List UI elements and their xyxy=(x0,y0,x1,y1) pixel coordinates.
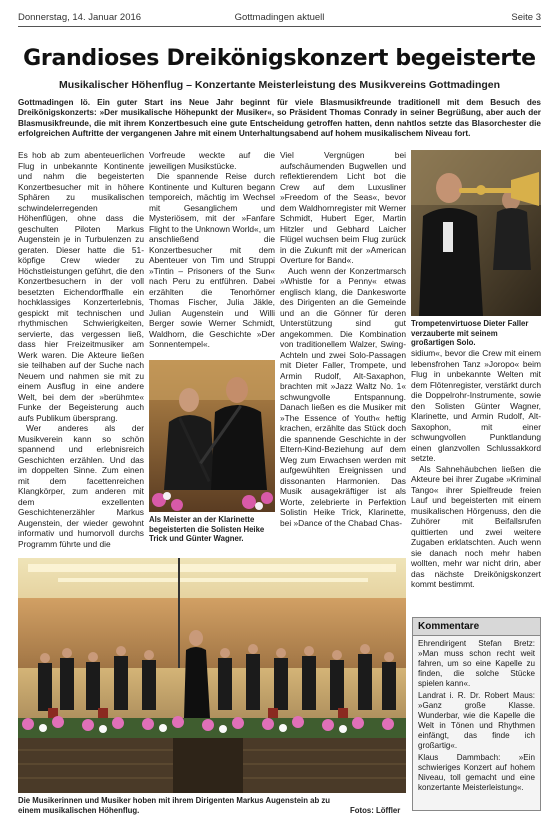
article-column-3 xyxy=(280,150,406,558)
issue-date: Donnerstag, 14. Januar 2016 xyxy=(18,12,142,23)
trumpet-photo-caption: Trompetenvirtuose Dieter Faller verzauberte mit seinem großartigen Solo. xyxy=(411,319,529,348)
clarinet-photo-caption: Als Meister an der Klarinette begeisterten die Solisten Heike Trick und Günter Wagner. xyxy=(149,515,265,544)
article-title: Grandioses Dreikönigskonzert begeisterte xyxy=(23,46,536,71)
column-paragraph: Es hob ab zum abenteuerlichen Flug in unbekannte Kontinente und nahm die begeisterten Konzertbesucher mit in höhere Sphären zu musikalischen schwindelerregenden Höhenflügen, ohne dass die geschulten Piloten Markus Augenstein je in Turbulenzen zu geraten. Dieser hatte die 51-köpfige Crew wieder zu Höchstleistungen geführt, die den Konzertbesuchern in der voll besetzten Eichendorffhalle ein hochklassiges Konzerterlebnis, gespickt mit technischen und rhythmischen Schwierigkeiten, servierte, das vergessen ließ, dass hier Freizeitmusiker am Werk waren. Die Akteure ließen sie teilhaben auf der Suche nach Neuem und nahmen sie mit zu einem Ausflug in eine andere Welt, bei dem der »berühmte« Funke der Begeisterung auch aufs Publikum übersprang. xyxy=(18,150,144,423)
orchestra-photo-caption: Die Musikerinnen und Musiker hoben mit ihrem Dirigenten Markus Augenstein ab zu einem musikalischen Höhenflug. xyxy=(18,796,331,815)
comment-item: Ehrendirigent Stefan Bretz: »Man muss schon recht weit fahren, um so eine Kapelle zu finden, die solche Stücke spielen kann«. xyxy=(418,639,535,688)
column-paragraph: Als Sahnehäubchen ließen die Akteure bei ihrer Zugabe »Kriminal Tango« ihrer Spielfreude freien Lauf und begeisterten mit einem musikalischen Hörgenuss, den die Zuhörer mit Beifallsrufen quittierten und zwei weitere Zugaben erklatschten. Auch wenn sie danach noch mehr haben wollten, mehr war nicht drin, aber das nächste Dreikönigskonzert kommt bestimmt. xyxy=(411,463,541,589)
page-number: Seite 3 xyxy=(511,12,541,23)
comments-heading: Kommentare xyxy=(413,618,540,636)
column-paragraph: Die spannende Reise durch Kontinente und Kulturen begann temporeich, mächtig im Wechsel mit Gesanglichem und Mysteriösem, mit der »Fanfare Flight to the Unknown World«, um anschließend die Konzertbesucher mit dem Abenteuer von Tim und Struppi »Tintin – Prisoners of the Sun« nach Peru zu entführen. Dabei erzählten die Tenorhörner Thomas Fischer, Julia Jäkle, Julian Augenstein und Willi Berger sowie Werner Schmidt, Waldhorn, die Geschichte »Der Sonnentempel«. xyxy=(149,171,275,349)
column-paragraph: Wer anderes als der Musikverein kann so schön spannend und erlebnisreich Geschichten erzählen. Und das im doppelten Sinne. Zum einen mit dem facettenreichen Klangkörper, zum anderen mit dem exzellenten Geschichtenerzähler Markus Augenstein, der wieder gewohnt informativ und humorvoll durchs Programm führte und die xyxy=(18,423,144,549)
column-paragraph: Viel Vergnügen bei aufschäumenden Bugwellen und reflektierendem Licht bot die Crew auf dem Luxusliner »Freedom of the Seas«, bevor dem Waldhornregister mit Werner Schmidt, Hubert Eger, Martin Hitzler und Gebhard Laicher Flügel wuchsen beim Flug zurück in die Zukunft mit der »American Overture for Band«. xyxy=(280,150,406,265)
column-paragraph: Auch wenn der Konzertmarsch »Whistle for a Penny« etwas englisch klang, die Dankesworte des Dirigenten an die Gemeinde und an die Gönner für deren Unterstützung sind gut angekommen. Die Kombination von traditionellem Walzer, Swing-Achteln und zwei Solo-Passagen mit Dieter Faller, Trompete, und Armin Rudolf, Alt-Saxaphon, brachten mit »Jazz Waltz No. 1« schwungvolle Entspannung. Danach ließen es die Musiker mit »The Essence of Youth« heftig krachen, erzählte das Stück doch die spannende Geschichte in der Eltern-Kind-Beziehung auf dem Weg zum Erwachsen werden mit aufgewühlten Ereignissen und dissonanten Harmonien. Das Musik ausagekräftiger ist als Worte, zelebrierte in Perfektion Solistin Heike Trick, Klarinette, bei »Dance of the Chabad Chas- xyxy=(280,265,406,528)
column-paragraph: Vorfreude weckte auf die jeweiligen Musikstücke. xyxy=(149,150,275,171)
column-paragraph: sidium«, bevor die Crew mit einem lebensfrohen Tanz »Joropo« beim Flug in unbekannte Welten mit dem Flötenregister, verstärkt durch die Doppelrohr-Instrumente, sowie den Solisten Günter Wagner, Klarinette, und Armin Rudolf, Alt-Saxophon, mit einer schwungvollen Punktlandung einen glanzvollen Schlussakkord setzte. xyxy=(411,348,541,463)
article-column-4 xyxy=(411,348,541,612)
article-column-1 xyxy=(18,150,144,555)
trumpet-soloist-photo xyxy=(411,150,541,316)
orchestra-photo xyxy=(18,558,406,793)
page-header xyxy=(18,10,541,27)
comment-item: Klaus Dammbach: »Ein schwieriges Konzert auf hohem Niveau, toll gemacht und eine konzertante Meisterleistung«. xyxy=(418,753,535,792)
comment-item: Landrat i. R. Dr. Robert Maus: »Ganz große Klasse. Wunderbar, wie die Kapelle die Welt in Tönen und Rhythmen einfängt, das finde ich großartig«. xyxy=(418,691,535,750)
photo-credit: Fotos: Löffler xyxy=(350,806,401,815)
article-subtitle: Musikalischer Höhenflug – Konzertante Meisterleistung des Musikvereins Gottmadingen xyxy=(58,79,501,91)
clarinet-soloists-photo xyxy=(149,360,275,512)
comments-list xyxy=(413,636,540,798)
article-lead: Gottmadingen lö. Ein guter Start ins Neue Jahr beginnt für viele Blasmusikfreunde traditionell mit dem Besuch des Dreikönigskonzerts: »Der musikalische Höhepunkt der Musiker«, so Präsident Thomas Conrady in seiner Begrüßung, aber auch der Blasmusikfreunde, die mit ihrem Konzertbesuch eine gute Entscheidung getroffen hatten, denn nahtlos setzte das Blasorchester die erfolgreichen Auftritte der vergangenen Jahre mit einem Unterhaltungsabend auf hohem musikalischem Niveau fort. xyxy=(18,98,541,139)
section-name: Gottmadingen aktuell xyxy=(234,12,325,23)
comments-box xyxy=(412,617,541,811)
article-column-2 xyxy=(149,150,275,358)
